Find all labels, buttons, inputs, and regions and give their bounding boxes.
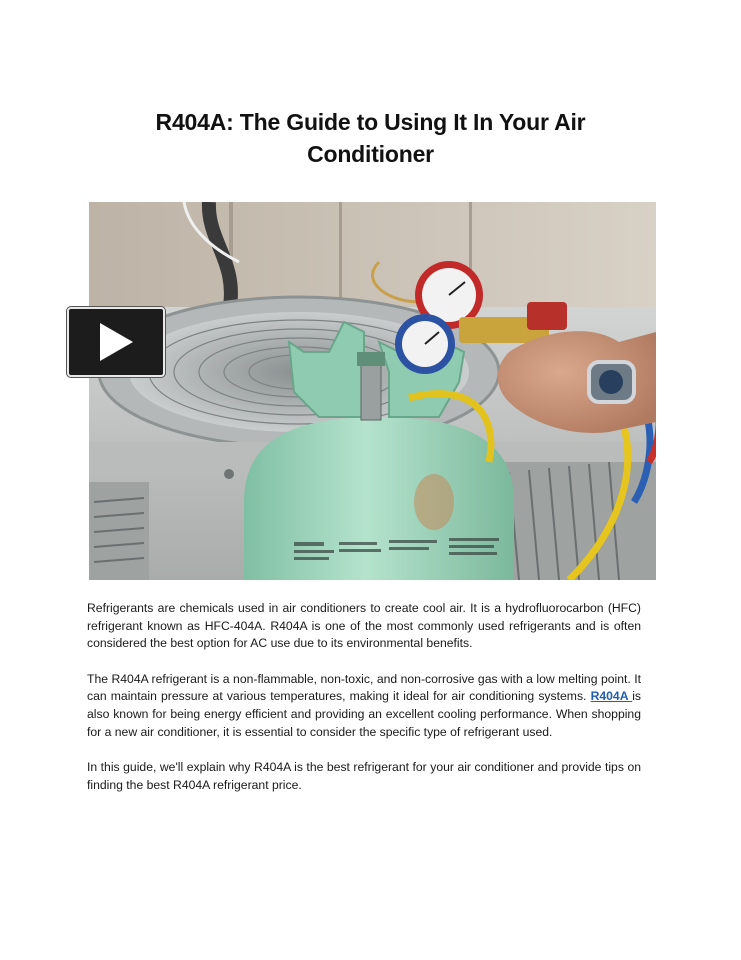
paragraph-text: The R404A refrigerant is a non-flammable, non-toxic, and non-corrosive gas with a low melting point. It can maintain pressure at various temperatures, making it ideal for air conditioning systems. (87, 671, 641, 704)
title-line-2: Conditioner (307, 141, 434, 167)
play-button[interactable] (67, 307, 165, 377)
page-title (110, 106, 631, 170)
r404a-link[interactable]: R404A (590, 689, 633, 704)
paragraph-text: is also known for being energy efficient and providing an excellent cooling performance. When shopping for a new air conditioner, it is essential to consider the specific type of refrigerant used. (87, 689, 641, 739)
play-icon (96, 321, 136, 363)
title-line-1: R404A: The Guide to Using It In Your Air (155, 109, 586, 135)
paragraph-guide: In this guide, we'll explain why R404A is the best refrigerant for your air conditioner and provide tips on finding the best R404A refrigerant price. (87, 760, 641, 792)
article-body (87, 600, 641, 812)
paragraph-intro: Refrigerants are chemicals used in air conditioners to create cool air. It is a hydrofluorocarbon (HFC) refrigerant known as HFC-404A. R404A is one of the most commonly used refrigerants and is often considered the best option for AC use due to its environmental benefits. (87, 601, 641, 651)
ac-refrigerant-illustration (89, 202, 656, 580)
video-thumbnail[interactable] (89, 202, 656, 580)
paragraph-properties (87, 671, 641, 741)
